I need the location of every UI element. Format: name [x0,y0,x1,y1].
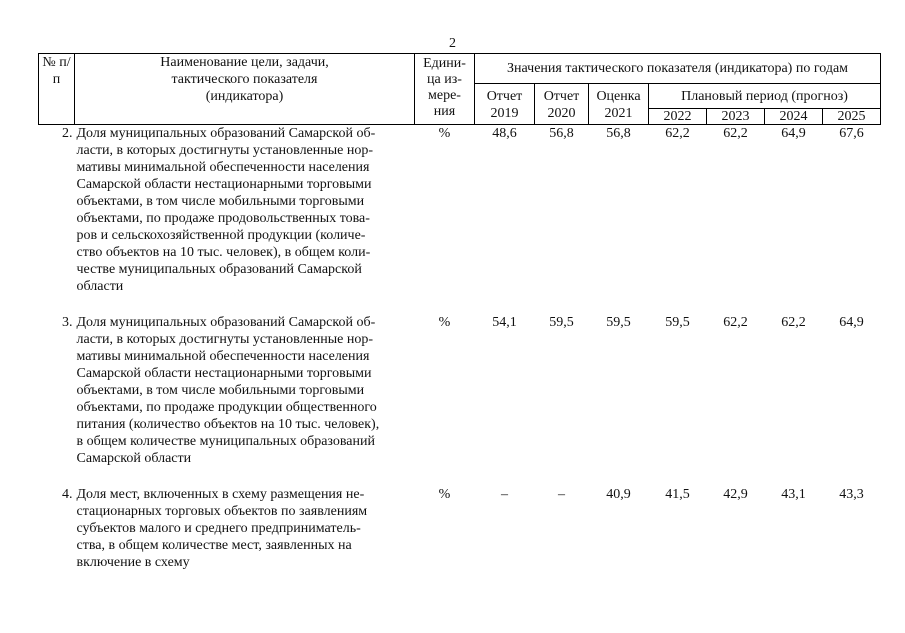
header-year-2023: 2023 [707,109,765,125]
header-report-2019-label: Отчет [486,89,523,104]
indicator-name-line: питания (количество объектов на 10 тыс. человек), [76,417,380,432]
header-unit-line: Едини- [423,56,466,71]
header-unit [415,54,475,125]
value-cell: 59,5 [665,315,690,330]
row-spacer [39,467,881,486]
value-cell: 43,3 [839,487,864,502]
value-cell: 42,9 [723,487,748,502]
indicator-name-line: в общем количестве муниципальных образований [76,434,375,449]
value-cell: 56,8 [606,126,631,141]
page-number: 2 [449,36,456,51]
value-cell: 64,9 [839,315,864,330]
indicator-name-line: ства, в общем количестве мест, заявленных на [76,538,352,553]
indicator-name-line: Доля мест, включенных в схему размещения не- [76,487,365,502]
unit-cell: % [438,126,451,141]
indicator-name-line: области [76,279,124,294]
header-year-2025: 2025 [823,109,881,125]
indicator-name-line: Доля муниципальных образований Самарской об- [76,315,376,330]
header-plan-period: Плановый период (прогноз) [649,84,881,109]
indicator-name-line: мативы минимальной обеспеченности населения [76,160,370,175]
value-cell: 54,1 [492,315,517,330]
indicator-name-line: Самарской области нестационарными торговыми [76,366,372,381]
header-report-2020 [535,84,589,125]
header-report-2019 [475,84,535,125]
row-number: 3. [62,315,73,330]
header-estimate-2021 [589,84,649,125]
indicators-table [38,53,881,571]
value-cell: 59,5 [606,315,631,330]
header-unit-line: ца из- [427,72,462,87]
table-row [39,314,881,467]
value-cell: 59,5 [549,315,574,330]
indicator-name [75,314,415,467]
header-estimate-2021-year: 2021 [604,106,633,121]
value-cell: 43,1 [781,487,806,502]
indicator-name-line: включение в схему [76,555,190,570]
indicator-name-line: субъектов малого и среднего предприниматель- [76,521,361,536]
header-unit-line: ния [433,104,456,119]
header-report-2020-label: Отчет [543,89,580,104]
indicator-name-line: объектами, в том числе мобильными торговыми [76,194,365,209]
header-name [75,54,415,125]
value-cell: – [501,487,508,502]
header-year-2022: 2022 [649,109,707,125]
value-cell: 62,2 [665,126,690,141]
value-cell: 67,6 [839,126,864,141]
value-cell: 62,2 [723,315,748,330]
value-cell: 62,2 [781,315,806,330]
header-year-2024: 2024 [765,109,823,125]
header-name-line: Наименование цели, задачи, [160,55,329,70]
row-number: 2. [62,126,73,141]
indicator-name-line: ство объектов на 10 тыс. человек), в общем коли- [76,245,371,260]
table-row [39,125,881,296]
value-cell: 64,9 [781,126,806,141]
header-name-line: (индикатора) [205,89,284,104]
indicator-name-line: объектами, по продаже продовольственных това- [76,211,370,226]
header-num: № п/п [39,54,75,125]
header-unit-line: мере- [428,88,461,103]
indicator-name-line: ров и сельскохозяйственной продукции (количе- [76,228,366,243]
value-cell: 40,9 [606,487,631,502]
row-number: 4. [62,487,73,502]
indicator-name-line: Доля муниципальных образований Самарской об- [76,126,376,141]
indicator-name-line: мативы минимальной обеспеченности населения [76,349,370,364]
value-cell: 62,2 [723,126,748,141]
indicator-name-line: Самарской области [76,451,192,466]
table-row [39,486,881,571]
header-report-2020-year: 2020 [547,106,576,121]
value-cell: 48,6 [492,126,517,141]
value-cell: 41,5 [665,487,690,502]
indicator-name [75,486,415,571]
table-header [39,54,881,125]
indicator-name-line: ласти, в которых достигнуты установленные нор- [76,332,374,347]
indicator-name-line: честве муниципальных образований Самарской [76,262,362,277]
unit-cell: % [438,315,451,330]
unit-cell: % [438,487,451,502]
indicator-name-line: объектами, по продаже продукции общественного [76,400,377,415]
header-estimate-2021-label: Оценка [596,89,641,104]
header-report-2019-year: 2019 [490,106,519,121]
indicator-name [75,125,415,296]
header-values-group: Значения тактического показателя (индикатора) по годам [475,54,881,84]
value-cell: 56,8 [549,126,574,141]
header-name-line: тактического показателя [171,72,318,87]
indicator-name-line: Самарской области нестационарными торговыми [76,177,372,192]
indicator-name-line: стационарных торговых объектов по заявлениям [76,504,368,519]
row-spacer [39,295,881,314]
indicator-name-line: объектами, в том числе мобильными торговыми [76,383,365,398]
value-cell: – [558,487,565,502]
indicator-name-line: ласти, в которых достигнуты установленные нор- [76,143,374,158]
